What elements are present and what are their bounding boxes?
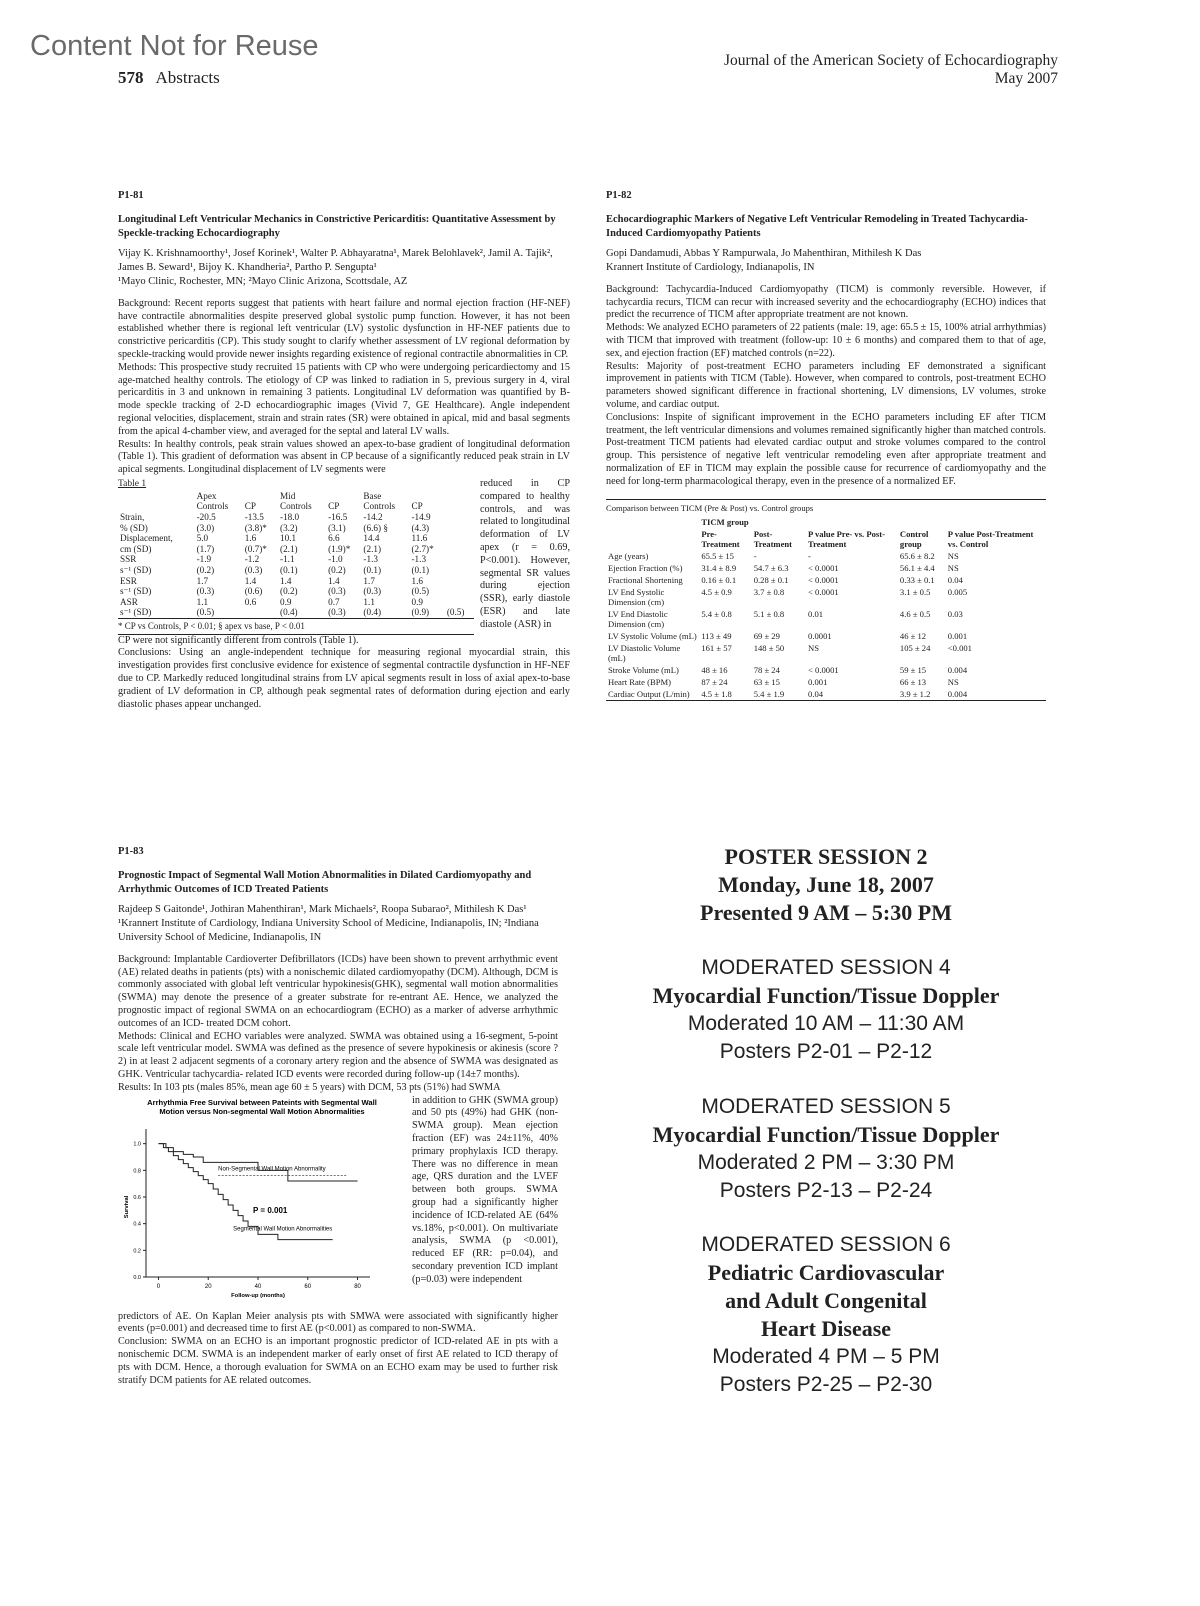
x-tick-label: 40 [254,1283,262,1290]
table-cell: 0.9 [280,596,292,607]
table-cell: (4.3) [411,522,430,533]
table-cell: 5.4 ± 1.9 [753,689,785,700]
table-cell: 0.16 ± 0.1 [701,575,737,586]
journal-name: Journal of the American Society of Echocardiography [724,52,1058,69]
table-cell: < 0.0001 [808,575,839,586]
table-column-header: Post-Treatment [753,529,793,550]
table-cell: 14.4 [363,533,380,544]
table-cell: (0.3) [244,564,263,575]
table-column-header: Control group [899,529,929,550]
table-cell: (0.5) [446,607,465,618]
table-cell: 66 ± 13 [899,677,927,688]
table-cell: -18.0 [280,511,300,522]
table-cell: (2.1) [280,543,298,554]
table-cell: 0.005 [947,587,968,598]
table-cell: 0.001 [808,677,828,688]
table-cell: (0.2) [196,564,215,575]
background-text: Background: Recent reports suggest that patients with heart failure and normal ejection fraction (HF-NEF) have contractile abnormalities despite preserved global systolic pump function. However, it has not been established whether there is regional left ventricular (LV) systolic dysfunction in HF-NEF patients due to constrictive pericarditis (CP). This study sought to clarify whether assessment of LV regional deformation by speckle-tracking would provide newer insights regarding existence of regional contractile abnormalities in CP. [118,297,570,360]
table-cell: Fractional Shortening [608,575,683,586]
table-cell: 0.04 [808,689,824,700]
table-cell: 3.7 ± 0.8 [753,587,785,598]
table-cell: LV End Diastolic Dimension (cm) [608,609,668,630]
table-cell: -14.2 [363,511,383,522]
table-cell: (0.1) [363,564,382,575]
table-cell: (0.4) [363,607,382,618]
table-row [118,512,474,523]
session-topic-1: Pediatric Cardiovascular [707,1260,945,1285]
x-axis-label: Follow-up (months) [231,1292,285,1299]
table-cell: NS [808,643,820,654]
table-cell: (0.2) [280,586,298,597]
conclusion-text: Conclusion: SWMA on an ECHO is an important prognostic predictor of ICD-related AE in pts with a nonischemic DCM. SWMA is an independent marker of early onset of first AE related to ICD therapy of pts with DCM. Hence, a thorough evaluation for SWMA on an ECHO exam may be used to further risk stratify DCM patients for AE related outcomes. [118,1336,558,1386]
table-cell: 0.33 ± 0.1 [899,575,935,586]
table-cell: 5.0 [196,533,209,544]
session-posters: Posters P2-25 – P2-30 [719,1373,933,1396]
results-cont-text: predictors of AE. On Kaplan Meier analysis pts with SMWA were associated with significantly higher events (p=0.001) and decreased time to first AE (p<0.001) as compared to non-SWMA. [118,1310,558,1335]
y-tick-label: 0.6 [133,1194,141,1201]
table-cell: 113 ± 49 [701,631,732,642]
abstract-body [606,284,1046,489]
table-cell: Displacement, [120,533,173,544]
table-cell: (3.8)* [244,522,267,533]
abstract-authors: Gopi Dandamudi, Abbas Y Rampurwala, Jo Mahenthiran, Mithilesh K Das [606,247,922,259]
session-topic-2: and Adult Congenital [725,1288,927,1313]
table-column-header: Controls [280,501,312,512]
table-cell: (0.1) [411,564,430,575]
table-caption: Table 1 [118,478,147,489]
table-cell: 6.6 [328,533,340,544]
table-row [118,565,474,576]
x-tick-label: 20 [204,1283,212,1290]
table-cell: 59 ± 15 [899,665,927,676]
table-cell: 148 ± 50 [753,643,785,654]
table-column-header: Controls [363,501,396,512]
table-cell: (0.9) [411,607,430,618]
table-group-header: Mid [280,490,296,501]
table-row [606,562,1046,574]
table-cell: 4.6 ± 0.5 [899,609,931,620]
session-posters: Posters P2-13 – P2-24 [719,1179,933,1202]
table-cell: (0.1) [280,564,298,575]
table-row [118,533,474,544]
table-group-header [118,491,195,502]
table-cell: ESR [120,575,137,586]
table-cell: 3.1 ± 0.5 [899,587,931,598]
table-cell: 54.7 ± 6.3 [753,563,789,574]
table-row [606,550,1046,562]
table-row [118,586,474,597]
session-topic-3: Heart Disease [760,1316,892,1341]
table-column-header: Pre-Treatment [701,529,740,550]
conclusions-text: Conclusions: Inspite of significant improvement in the ECHO parameters including EF after TICM treatment, the left ventricular dimensions and volumes remained significantly higher than matched controls. Post-treatment TICM patients had elevated cardiac output and stroke volumes compared to the control group. This persistence of negative left ventricular remodeling even after appropriate treatment and normalization of EF in TICM may explain the possible cause for recurrence of cardiomyopathy and the need for long-term pharmacological therapy, even in the presence of a normalized EF. [606,411,1046,487]
table-cell: 65.6 ± 8.2 [899,551,935,562]
x-tick-label: 60 [304,1283,312,1290]
table-cell: (0.4) [280,607,298,618]
table-cell: 0.03 [947,609,963,620]
methods-text: Methods: This prospective study recruited 15 patients with CP who were undergoing pericardiectomy and 15 age-matched healthy controls. The etiology of CP was linked to radiation in 5, previous surgery in 4, viral pericarditis in 3 and unknown in remaining 3 patients. Longitudinal LV deformation was quantified by B-mode speckle tracking of 2-D echocardiographic images (Vivid 7, GE Healthcare). Angle independent regional velocities, displacement, strain and strain rates (SR) were obtained in apical, mid and basal segments from the apical 4-chamber view, and averaged for the septal and lateral LV walls. [118,361,570,437]
abstract-affiliation: ¹Mayo Clinic, Rochester, MN; ²Mayo Clinic Arizona, Scottsdale, AZ [118,275,408,287]
table-cell: 5.4 ± 0.8 [701,609,732,620]
table-cell: (6.6) § [363,522,388,533]
moderated-session-6 [600,1231,1052,1399]
results-side-text: in addition to GHK (SWMA group) and 50 pts (49%) had GHK (non-SWMA group). Mean ejection fraction (EF) was 24±11%, 40% primary prophylaxis ICD therapy. There was no difference in mean age, QRS duration and the LVEF between both groups. SWMA group had a significantly higher incidence of ICD-related AE (64% vs.18%, p<0.001). On multivariate analysis, SWMA (p <0.001), reduced EF (RR: p=0.04), and secondary prevention ICD implant (p=0.03) were independent [412,1094,558,1285]
moderated-session-4 [600,954,1052,1066]
table-cell: LV End Systolic Dimension (cm) [608,587,665,608]
table-cell: (0.6) [244,586,263,597]
table-cell: Heart Rate (BPM) [608,677,672,688]
table-row [606,574,1046,586]
table-cell: -14.9 [411,511,431,522]
table-cell: 1.4 [244,575,257,586]
table-cell: 56.1 ± 4.4 [899,563,935,574]
table-cell [243,607,278,618]
abstract-id: P1-81 [118,190,144,201]
results-side-text: reduced in CP compared to healthy controls, and was related to longitudinal deformation of LV apex (r = 0.69, P<0.001). However, segmental SR values during ejection (SSR), early diastole (ESR) and late diastole (ASR) in [480,477,570,630]
table-row [606,664,1046,676]
table-cell: < 0.0001 [808,665,839,676]
table-row [606,586,1046,608]
table-column-header: CP [328,501,340,512]
table-cell: (2.7)* [411,543,434,554]
table-group-header: Apex [196,490,217,501]
table-cell: (1.9)* [328,543,351,554]
table-column-header: Controls [196,501,229,512]
table-cell: LV Systolic Volume (mL) [608,631,697,642]
table-cell: 1.6 [411,575,423,586]
table-cell: - [808,551,811,562]
y-tick-label: 0.0 [133,1274,141,1281]
methods-text: Methods: We analyzed ECHO parameters of 22 patients (male: 19, age: 65.5 ± 15, 100% atrial arrhythmias) with TICM that improved with treatment (follow-up: 10 ± 6 months) and compared them to that of age, sex, and ejection fraction (EF) matched controls (n=22). [606,322,1046,359]
table-cell: NS [947,677,959,688]
session-time: Moderated 10 AM – 11:30 AM [687,1012,965,1035]
results-text: Results: In 103 pts (males 85%, mean age 60 ± 5 years) with DCM, 53 pts (51%) had SWMA [118,1081,501,1093]
table-row [606,676,1046,688]
session-topic: Myocardial Function/Tissue Doppler [652,983,1000,1008]
x-tick-label: 80 [354,1283,361,1290]
strain-table [118,491,474,618]
table-cell: s⁻¹ (SD) [120,586,152,597]
table-column-header: CP [244,501,256,512]
table-cell: (0.7)* [244,543,267,554]
survival-chart [118,1095,406,1311]
session-topic: Myocardial Function/Tissue Doppler [652,1122,1000,1147]
background-text: Background: Tachycardia-Induced Cardiomyopathy (TICM) is commonly reversible. However, if tachycardia recurs, TICM can recur with increased severity and the echocardiography (ECHO) indices that predict the recurrence of TICM after appropriate treatment are not known. [606,283,1046,321]
poster-session-block [600,843,1052,927]
table-cell: 1.7 [363,575,375,586]
table-cell: -16.5 [328,511,348,522]
table-cell: SSR [120,554,137,565]
chart-title [147,1098,377,1116]
table-cell: 87 ± 24 [701,677,728,688]
table-cell: 0.7 [328,596,340,607]
table-cell: -1.9 [196,554,212,565]
table-cell: < 0.0001 [808,587,839,598]
abstract-body [118,298,570,712]
table-cell: 1.7 [196,575,209,586]
table-group-header [243,491,278,502]
abstract-affiliation: ¹Krannert Institute of Cardiology, Indiana University School of Medicine, Indianapolis, IN; ²Indiana University School of Medicine, Indianapolis, IN [118,917,539,943]
table-cell: 65.5 ± 15 [701,551,734,562]
y-tick-label: 0.4 [133,1221,141,1228]
table-cell: 1.4 [280,575,292,586]
table-column-header [118,501,195,512]
table-1 [118,478,474,635]
table-cell: (3.1) [328,522,346,533]
abstract-p1-82 [606,190,1046,701]
session-time: Moderated 4 PM – 5 PM [712,1345,940,1368]
table-cell: -1.1 [280,554,295,565]
table-cell: 1.1 [363,596,375,607]
conclusions-text: Conclusions: Using an angle-independent technique for measuring regional myocardial strain, this investigation provides first conclusive evidence for existence of segmental contractile dysfunction in HF-NEF due to CP. Markedly reduced longitudinal strains from LV apical segments result in loss of axial apex-to-base gradient of LV deformation in CP, although peak segmental rates of deformation during ejection and early diastolic phases appear unchanged. [118,647,570,710]
p-value-annotation: P = 0.001 [253,1205,288,1215]
table-cell: LV Diastolic Volume (mL) [608,643,681,664]
table-row [606,608,1046,630]
abstract-p1-83 [118,846,558,1387]
table-row [118,576,474,587]
abstract-id: P1-83 [118,846,144,857]
session-posters: Posters P2-01 – P2-12 [719,1040,933,1063]
table-cell: (0.3) [328,586,346,597]
table-cell: 4.5 ± 1.8 [701,689,732,700]
table-group-header: Base [363,490,382,501]
group-header: TICM group [701,517,749,528]
table-cell: s⁻¹ (SD) [120,607,152,618]
watermark: Content Not for Reuse [30,30,319,62]
journal-date: May 2007 [994,70,1058,87]
table-cell: NS [947,551,959,562]
table-cell: (0.5) [411,586,430,597]
table-cell: Age (years) [608,551,649,562]
table-cell: Ejection Fraction (%) [608,563,683,574]
table-column-header: CP [411,501,423,512]
table-cell: 48 ± 16 [701,665,728,676]
table-cell: 0.04 [947,575,963,586]
table-cell: - [753,551,757,562]
table-column-header: P value Pre- vs. Post-Treatment [808,529,885,550]
session-title: MODERATED SESSION 5 [701,1095,951,1118]
page-header-left [118,68,220,88]
table-cell: 161 ± 57 [701,643,732,654]
table-cell: 1.6 [244,533,257,544]
table-cell: Strain, [120,511,145,522]
table-cell: 4.5 ± 0.9 [701,587,732,598]
poster-session-date: Monday, June 18, 2007 [718,872,934,897]
journal-header [724,52,1058,88]
abstract-authors: Rajdeep S Gaitonde¹, Jothiran Mahenthiran¹, Mark Michaels², Roopa Subarao², Mithilesh K Das¹ [118,903,527,915]
table-cell: (0.5) [196,607,215,618]
section-name: Abstracts [155,68,220,87]
table-cell: Cardiac Output (L/min) [608,689,690,700]
abstract-authors: Vijay K. Krishnamoorthy¹, Josef Korinek¹, Walter P. Abhayaratna¹, Marek Belohlavek², Jamil A. Tajik², James B. Seward¹, Bijoy K. Khandheria², Partho P. Sengupta¹ [118,247,553,273]
series-label-segmental: Segmental Wall Motion Abnormalities [233,1225,333,1232]
table-cell: (0.3) [328,607,346,618]
table-cell: s⁻¹ (SD) [120,564,152,575]
table-cell: (1.7) [196,543,215,554]
table-row [118,597,474,608]
table-cell: 1.4 [328,575,340,586]
abstract-id: P1-82 [606,190,632,201]
table-cell: 31.4 ± 8.9 [701,563,737,574]
table-cell: cm (SD) [120,543,152,554]
abstract-body [118,954,558,1388]
moderated-session-5 [600,1093,1052,1205]
km-chart-svg [118,1095,406,1311]
results-cont-text: CP were not significantly different from controls (Table 1). [118,634,359,646]
abstract-affiliation: Krannert Institute of Cardiology, Indianapolis, IN [606,261,815,273]
table-row [118,554,474,565]
y-tick-label: 1.0 [133,1141,141,1148]
abstract-title: Longitudinal Left Ventricular Mechanics in Constrictive Pericarditis: Quantitative Assessment by Speckle-tracking Echocardiography [118,213,556,239]
table-cell: 0.0001 [808,631,832,642]
table-cell: 3.9 ± 1.2 [899,689,931,700]
table-row [118,544,474,555]
table-cell: 0.01 [808,609,824,620]
table-cell: 0.004 [947,689,968,700]
table-cell: (0.2) [328,564,346,575]
table-cell: 63 ± 15 [753,677,780,688]
table-cell: 78 ± 24 [753,665,780,676]
table-cell: 5.1 ± 0.8 [753,609,785,620]
y-tick-label: 0.2 [133,1247,141,1254]
methods-text: Methods: Clinical and ECHO variables were analyzed. SWMA was obtained using a 16-segment, 5-point scale left ventricular model. SWMA was defined as the presence of severe hypokinesis or akinesis (score ?2) in at least 2 adjacent segments of a coronary artery region and the absence of SWMA was designated as GHK. Ventricular tachycardia- related ICD events were recorded during follow-up (14±7 months). [118,1030,558,1080]
table-cell: ASR [120,596,138,607]
results-text: Results: Majority of post-treatment ECHO parameters including EF demonstrated a significant improvement in patients with TICM (Table). However, when compared to controls, post-treatment ECHO parameters showed significant difference in fractional shortening, LV dimensions, LV volumes, stroke volume, and cardiac output. [606,360,1046,410]
table-cell: 0.004 [947,665,968,676]
table-group-header [326,491,361,502]
session-title: MODERATED SESSION 4 [701,956,951,979]
comparison-table [606,499,1046,702]
table-column-header [606,528,699,550]
table-cell: < 0.0001 [808,563,839,574]
table-row [606,630,1046,642]
table-cell: 11.6 [411,533,428,544]
table-cell: -1.0 [328,554,343,565]
table-group-header [410,491,445,502]
table-cell: NS [947,563,959,574]
session-time: Moderated 2 PM – 3:30 PM [697,1151,955,1174]
table-cell: 69 ± 29 [753,631,780,642]
table-row [118,523,474,534]
table-caption: Comparison between TICM (Pre & Post) vs. Control groups [606,502,814,513]
table-cell: -13.5 [244,511,264,522]
table-row [606,688,1046,700]
table-cell: -1.2 [244,554,260,565]
km-series-segmental [158,1143,332,1239]
table-cell: Stroke Volume (mL) [608,665,679,676]
table-cell: <0.001 [947,643,972,654]
table-cell: -1.3 [411,554,427,565]
page-number: 578 [118,68,144,87]
table-cell: -20.5 [196,511,216,522]
table-cell: (0.3) [196,586,215,597]
poster-session-time: Presented 9 AM – 5:30 PM [700,900,952,925]
y-axis-label: Survival [124,1195,130,1218]
table-cell: (3.2) [280,522,298,533]
table-cell: 0.6 [244,596,257,607]
table-cell: 10.1 [280,533,297,544]
series-label-non-segmental: Non-Segmental Wall Motion Abnormality [218,1165,326,1172]
table-column-header: P value Post-Treatment vs. Control [947,529,1034,550]
table-cell: 0.28 ± 0.1 [753,575,789,586]
table-cell: (2.1) [363,543,382,554]
x-tick-label: 0 [156,1283,161,1290]
table-cell: (0.3) [363,586,382,597]
abstract-title: Prognostic Impact of Segmental Wall Motion Abnormalities in Dilated Cardiomyopathy and Arrhythmic Outcomes of ICD Treated Patients [118,869,532,895]
results-text: Results: In healthy controls, peak strain values showed an apex-to-base gradient of longitudinal deformation (Table 1). This gradient of deformation was absent in CP because of a significantly reduced peak strain in LV apical segments. Longitudinal displacement of LV segments were [118,438,570,476]
chart-title-line: Motion versus Non-segmental Wall Motion Abnormalities [159,1106,365,1116]
table-row [606,642,1046,664]
table-cell: % (SD) [120,522,148,533]
table-cell: 46 ± 12 [899,631,927,642]
abstract-p1-81 [118,190,570,711]
y-tick-label: 0.8 [133,1167,141,1174]
poster-session-title: POSTER SESSION 2 [724,844,928,869]
table-cell: 0.001 [947,631,968,642]
table-cell: 0.9 [411,596,423,607]
table-cell: 1.1 [196,596,209,607]
table-cell: -1.3 [363,554,378,565]
table-row [118,607,474,618]
session-title: MODERATED SESSION 6 [701,1233,951,1256]
table-footnote: * CP vs Controls, P < 0.01; § apex vs base, P < 0.01 [118,618,474,635]
table-cell: (3.0) [196,522,215,533]
abstract-title: Echocardiographic Markers of Negative Left Ventricular Remodeling in Treated Tachycardia-Induced Cardiomyopathy Patients [606,213,1028,239]
background-text: Background: Implantable Cardioverter Defibrillators (ICDs) have been shown to prevent arrhythmic event (AE) related deaths in patients (pts) with a nonischemic dilated cardiomyopathy (DCM). Although, DCM is commonly associated with global left ventricular hypokinesis(GHK), segmental wall motion abnormalities (SWMA) may denote the presence of a greater substrate for re-entrant AE. Hence, we analyzed the prognostic impact of regional SWMA on an echocardiogram (ECHO) as a marker of adverse arrhythmic outcomes of an ICD- treated DCM cohort. [118,953,558,1029]
chart-title-line: Arrhythmia Free Survival between Pateints with Segmental Wall [147,1097,377,1107]
table-cell: 105 ± 24 [899,643,931,654]
